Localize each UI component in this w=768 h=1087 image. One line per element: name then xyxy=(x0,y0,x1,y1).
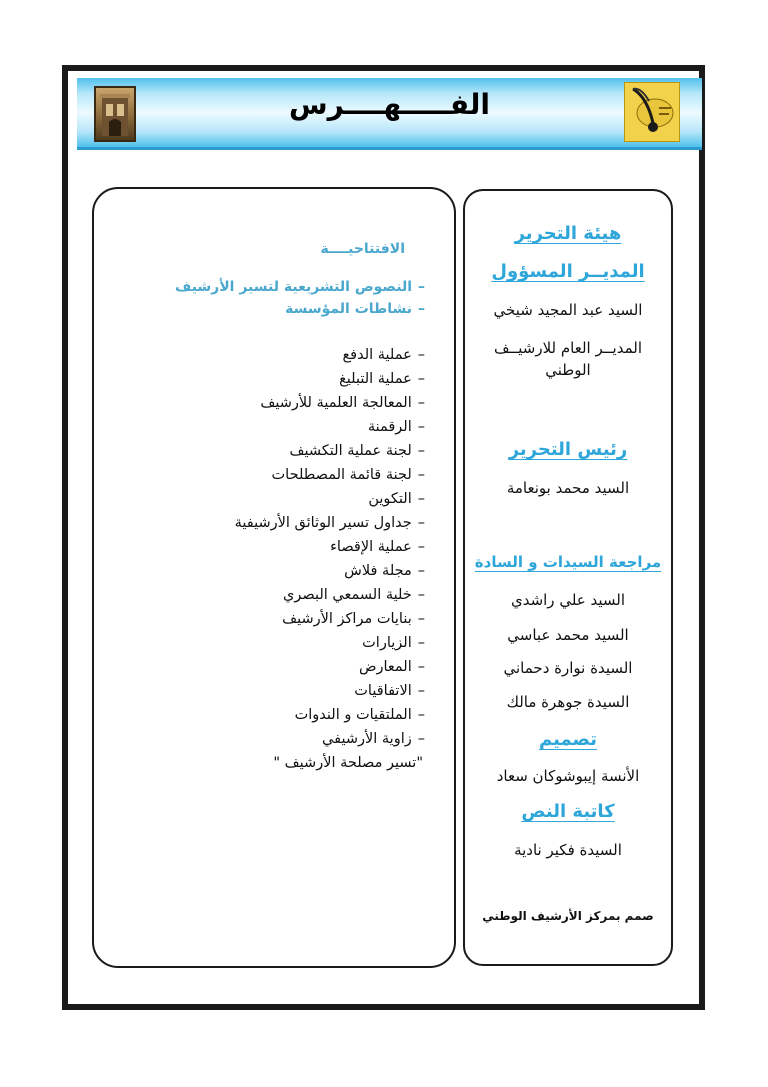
reviewer-name: السيدة نوارة دحماني xyxy=(503,659,633,677)
director-name: السيد عبد المجيد شيخي xyxy=(493,301,643,319)
footer-note: صمم بمركز الأرشيف الوطني xyxy=(482,909,654,923)
list-item[interactable]: –عملية الإقصاء xyxy=(330,539,425,555)
list-item[interactable]: –نشاطات المؤسسة xyxy=(285,301,425,317)
list-item[interactable]: –عملية الدفع xyxy=(342,347,425,363)
list-item[interactable]: –مجلة فلاش xyxy=(344,563,425,579)
editor-heading: رئيس التحرير xyxy=(508,439,628,460)
director-role-line1: المديــر العام للارشيــف xyxy=(493,339,643,357)
reviewer-name: السيد محمد عباسي xyxy=(507,626,629,644)
director-role-line2: الوطني xyxy=(545,361,591,379)
list-item[interactable]: –زاوية الأرشيفي xyxy=(322,731,425,747)
contents-panel xyxy=(92,187,456,968)
list-item[interactable]: –المعالجة العلمية للأرشيف xyxy=(260,395,425,411)
editorial-panel xyxy=(463,189,673,966)
list-item-closing[interactable]: "تسير مصلحة الأرشيف " xyxy=(273,755,423,771)
list-item[interactable]: –المعارض xyxy=(358,659,425,675)
director-heading: المديــر المسؤول xyxy=(491,261,645,282)
design-heading: تصميم xyxy=(538,729,598,750)
list-item[interactable]: –بنايات مراكز الأرشيف xyxy=(282,611,425,627)
typist-name: السيدة فكير نادية xyxy=(514,841,622,859)
board-heading: هيئة التحرير xyxy=(514,223,622,244)
list-item[interactable]: –التكوين xyxy=(368,491,425,507)
list-item[interactable]: –لجنة عملية التكشيف xyxy=(289,443,425,459)
typist-heading: كاتبة النص xyxy=(521,801,615,822)
list-item[interactable]: –خلية السمعي البصري xyxy=(283,587,425,603)
intro-heading[interactable]: الافتتاحيــــة xyxy=(320,241,405,257)
list-item[interactable]: –جداول تسير الوثائق الأرشيفية xyxy=(234,515,425,531)
page-title: الفـــــهــــرس xyxy=(289,88,490,121)
list-item[interactable]: –الاتفاقيات xyxy=(354,683,425,699)
reviewer-name: السيد علي راشدي xyxy=(510,591,626,609)
editor-name: السيد محمد بونعامة xyxy=(506,479,630,497)
header-banner xyxy=(77,78,702,150)
reviewer-name: السيدة جوهرة مالك xyxy=(506,693,630,711)
list-item[interactable]: –الرقمنة xyxy=(367,419,425,435)
list-item[interactable]: –الزيارات xyxy=(362,635,425,651)
quill-emblem-icon xyxy=(624,82,680,142)
list-item[interactable]: –عملية التبليغ xyxy=(339,371,425,387)
designer-name: الأنسة إيبوشوكان سعاد xyxy=(496,767,640,785)
list-item[interactable]: –الملتقيات و الندوات xyxy=(294,707,425,723)
list-item[interactable]: –لجنة قائمة المصطلحات xyxy=(271,467,425,483)
review-heading: مراجعة السيدات و السادة xyxy=(474,553,662,571)
list-item[interactable]: –النصوص التشريعية لتسير الأرشيف xyxy=(175,279,425,295)
